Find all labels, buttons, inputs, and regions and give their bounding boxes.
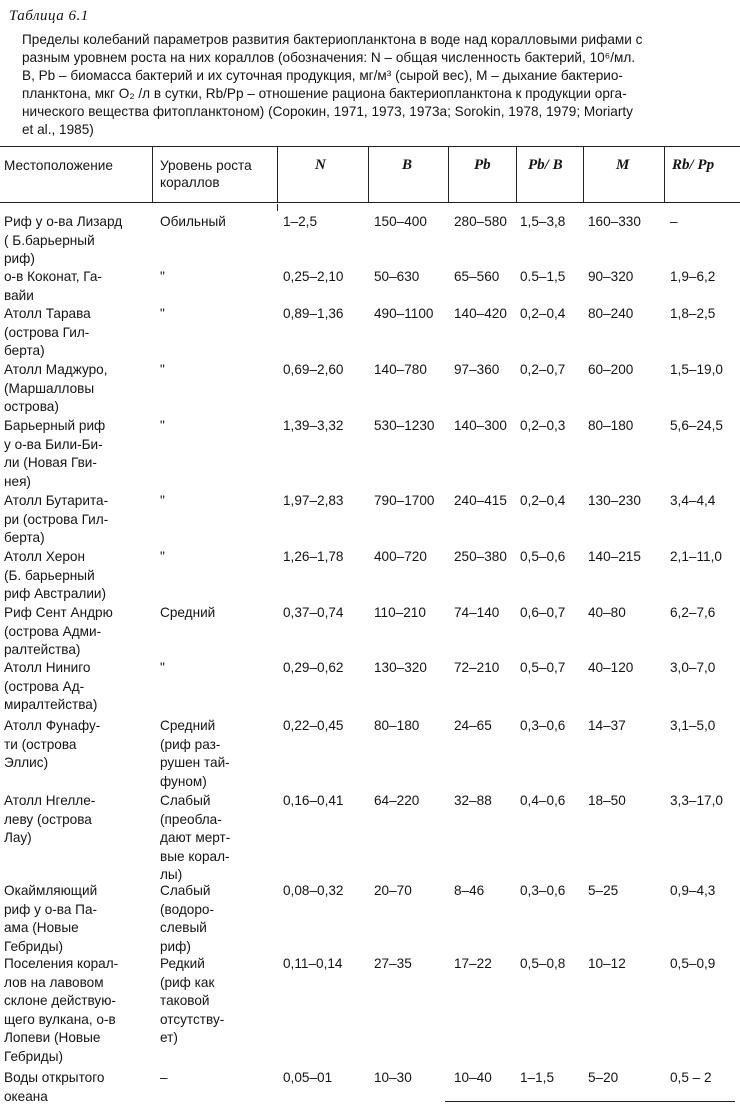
column-divider	[277, 146, 278, 203]
cell-b: 20–70	[374, 883, 412, 898]
cell-location-line: Эллис)	[4, 755, 49, 770]
cell-growth-level-line: рушен тай-	[160, 755, 230, 770]
cell-location-line: Риф Сент Андрю	[4, 605, 113, 620]
cell-location	[4, 548, 106, 604]
cell-growth-level-line: Средний	[160, 605, 216, 620]
cell-growth-level-line: лы)	[160, 867, 183, 882]
cell-n: 0,11–0,14	[283, 956, 343, 971]
cell-rb-pp: 3,1–5,0	[670, 718, 716, 733]
cell-m: 140–215	[588, 549, 641, 564]
header-growth-line: Уровень роста	[160, 158, 252, 173]
table-row	[0, 955, 740, 1064]
cell-pb: 240–415	[454, 493, 507, 508]
column-divider	[368, 146, 369, 203]
cell-location-line: Риф у о-ва Лизард	[4, 214, 123, 229]
cell-growth-level-line: ет)	[160, 1030, 178, 1045]
header-pb-b: Pb/ B	[528, 157, 563, 173]
cell-rb-pp: –	[670, 214, 678, 229]
cell-pb-b: 0.5–1,5	[520, 269, 566, 284]
cell-pb: 8–46	[454, 883, 485, 898]
cell-growth-level-line: вые корал-	[160, 848, 230, 864]
cell-growth-level	[160, 361, 165, 380]
cell-location-line: (острова Ад-	[4, 678, 85, 694]
table-row	[0, 792, 740, 882]
cell-pb-b: 0,2–0,3	[520, 418, 566, 433]
cell-m: 40–120	[588, 660, 634, 675]
cell-m: 80–240	[588, 306, 634, 321]
cell-m: 40–80	[588, 605, 626, 620]
cell-rb-pp: 1,9–6,2	[670, 269, 716, 284]
cell-location	[4, 361, 108, 417]
cell-growth-level-line: (риф раз-	[160, 736, 221, 752]
cell-location-line: Барьерный риф	[4, 418, 106, 433]
cell-location-line: Воды открытого	[4, 1070, 105, 1085]
header-bottom-rule	[0, 202, 740, 203]
cell-location-line: Атолл Нгелле-	[4, 793, 96, 808]
cell-b: 80–180	[374, 718, 420, 733]
cell-growth-level	[160, 268, 165, 287]
cell-growth-level	[160, 882, 214, 956]
cell-pb-b: 0,3–0,6	[520, 718, 566, 733]
cell-location-line: Гебриды)	[4, 938, 64, 954]
cell-pb-b: 1–1,5	[520, 1070, 555, 1085]
cell-growth-level-line: "	[160, 493, 165, 508]
cell-m: 10–12	[588, 956, 626, 971]
header-location: Местоположение	[4, 158, 113, 173]
cell-location	[4, 213, 122, 269]
cell-growth-level	[160, 213, 226, 232]
cell-pb: 32–88	[454, 793, 492, 808]
cell-pb-b: 1,5–3,8	[520, 214, 566, 229]
cell-rb-pp: 5,6–24,5	[670, 418, 723, 433]
caption-line: et al., 1985)	[22, 122, 94, 137]
cell-growth-level-line: дают мерт-	[160, 830, 231, 845]
cell-location-line: ( Б.барьерный	[4, 232, 95, 248]
cell-pb-b: 0,5–0,7	[520, 660, 566, 675]
cell-growth-level-line: "	[160, 660, 165, 675]
cell-location-line: ти (острова	[4, 736, 77, 752]
cell-pb-b: 0,4–0,6	[520, 793, 566, 808]
cell-b: 110–210	[374, 605, 426, 620]
cell-location	[4, 492, 108, 548]
cell-b: 400–720	[374, 549, 427, 564]
cell-growth-level	[160, 955, 224, 1048]
header-top-rule	[0, 146, 740, 147]
cell-pb-b: 0,2–0,4	[520, 493, 566, 508]
cell-pb: 280–580	[454, 214, 507, 229]
table-row	[0, 492, 740, 545]
table-row	[0, 882, 740, 954]
column-divider	[448, 146, 449, 203]
cell-b: 50–630	[374, 269, 420, 284]
cell-m: 18–50	[588, 793, 626, 808]
cell-rb-pp: 3,0–7,0	[670, 660, 716, 675]
cell-pb: 10–40	[454, 1070, 492, 1085]
cell-n: 0,69–2,60	[283, 362, 344, 377]
cell-location-line: у о-ва Били-Би-	[4, 436, 103, 452]
cell-location-line: Атолл Херон	[4, 549, 85, 564]
cell-location-line: ама (Новые	[4, 920, 79, 935]
cell-m: 60–200	[588, 362, 634, 377]
cell-n: 0,89–1,36	[283, 306, 344, 321]
cell-growth-level-line: "	[160, 269, 165, 284]
cell-n: 1,26–1,78	[283, 549, 344, 564]
column-divider	[664, 146, 665, 203]
cell-growth-level	[160, 792, 230, 885]
cell-location-line: леву (острова	[4, 811, 92, 827]
cell-m: 80–180	[588, 418, 634, 433]
cell-location-line: нея)	[4, 473, 31, 489]
cell-location-line: Поселения корал-	[4, 956, 119, 971]
cell-b: 530–1230	[374, 418, 435, 433]
table-row	[0, 548, 740, 601]
cell-n: 0,22–0,45	[283, 718, 344, 733]
cell-growth-level-line: "	[160, 306, 165, 321]
cell-growth-level	[160, 1069, 168, 1088]
cell-rb-pp: 3,4–4,4	[670, 493, 716, 508]
cell-growth-level-line: слевый	[160, 920, 207, 935]
cell-pb-b: 0,5–0,6	[520, 549, 566, 564]
cell-rb-pp: 2,1–11,0	[670, 549, 722, 564]
cell-m: 14–37	[588, 718, 626, 733]
cell-b: 27–35	[374, 956, 412, 971]
cell-m: 130–230	[588, 493, 641, 508]
caption-line: разным уровнем роста на них кораллов (обозначения: N – общая численность бактерий, 10⁶/мл.	[22, 50, 636, 65]
table-row	[0, 717, 740, 789]
cell-location-line: (острова Гил-	[4, 324, 90, 340]
cell-location-line: (острова Адми-	[4, 623, 102, 639]
table-row	[0, 604, 740, 657]
table-row	[0, 213, 740, 266]
cell-location	[4, 717, 100, 773]
column-divider	[152, 146, 153, 203]
cell-location-line: миралтейства)	[4, 697, 98, 712]
header-m: M	[616, 157, 630, 173]
cell-location-line: берта)	[4, 343, 45, 358]
cell-rb-pp: 0,5–0,9	[670, 956, 716, 971]
cell-location-line: склоне действую-	[4, 993, 116, 1008]
cell-location-line: ри (острова Гил-	[4, 511, 109, 527]
cell-growth-level-line: Слабый	[160, 793, 211, 808]
cell-location-line: Атолл Фунафу-	[4, 718, 101, 733]
cell-growth-level-line: Слабый	[160, 883, 211, 898]
cell-rb-pp: 1,5–19,0	[670, 362, 723, 377]
table-row	[0, 305, 740, 358]
cell-pb: 97–360	[454, 362, 500, 377]
cell-growth-level-line: фуном)	[160, 773, 207, 789]
table-row	[0, 659, 740, 712]
cell-growth-level-line: риф)	[160, 938, 191, 954]
cell-m: 160–330	[588, 214, 641, 229]
cell-location	[4, 1069, 104, 1106]
cell-b: 130–320	[374, 660, 427, 675]
cell-location-line: Лопеви (Новые	[4, 1030, 101, 1045]
cell-pb-b: 0,6–0,7	[520, 605, 566, 620]
cell-location-line: Окаймляющий	[4, 883, 98, 898]
cell-location	[4, 268, 102, 305]
cell-location-line: (Маршалловы	[4, 380, 95, 396]
cell-b: 140–780	[374, 362, 427, 377]
cell-pb-b: 0,2–0,4	[520, 306, 566, 321]
cell-pb: 250–380	[454, 549, 507, 564]
cell-pb: 17–22	[454, 956, 492, 971]
cell-location-line: риф Австралии)	[4, 586, 107, 601]
cell-location-line: Гебриды)	[4, 1048, 64, 1064]
cell-n: 1–2,5	[283, 214, 318, 229]
cell-pb-b: 0,2–0,7	[520, 362, 566, 377]
cell-pb-b: 0,3–0,6	[520, 883, 566, 898]
caption-line: B, Pb – биомасса бактерий и их суточная продукция, мг/м³ (сырой вес), M – дыхание бактерио-	[22, 68, 623, 83]
cell-m: 5–20	[588, 1070, 619, 1085]
caption-line: Пределы колебаний параметров развития бактериопланктона в воде над коралловыми рифами с	[22, 32, 643, 47]
cell-rb-pp: 3,3–17,0	[670, 793, 723, 808]
cell-pb: 74–140	[454, 605, 500, 620]
cell-b: 490–1100	[374, 306, 434, 321]
cell-growth-level	[160, 604, 215, 623]
cell-location-line: Атолл Ниниго	[4, 660, 91, 675]
cell-location-line: щего вулкана, о-в	[4, 1011, 116, 1027]
cell-b: 150–400	[374, 214, 427, 229]
cell-growth-level	[160, 417, 165, 436]
cell-location-line: берта)	[4, 530, 45, 545]
table-row	[0, 417, 740, 489]
cell-b: 64–220	[374, 793, 420, 808]
cell-location-line: Атолл Тарава	[4, 306, 91, 321]
cell-n: 1,39–3,32	[283, 418, 344, 433]
cell-location-line: лов на лавовом	[4, 974, 104, 990]
cell-growth-level-line: отсутству-	[160, 1011, 225, 1027]
table-row	[0, 1069, 740, 1104]
column-divider	[516, 146, 517, 203]
header-growth-level	[160, 157, 252, 191]
cell-pb: 65–560	[454, 269, 500, 284]
cell-growth-level	[160, 548, 165, 567]
cell-location-line: ралтейства)	[4, 642, 81, 657]
cell-location	[4, 792, 95, 848]
table-row	[0, 268, 740, 303]
cell-growth-level-line: таковой	[160, 993, 210, 1008]
cell-growth-level-line: Обильный	[160, 214, 226, 229]
cell-n: 0,37–0,74	[283, 605, 344, 620]
header-growth-line: кораллов	[160, 175, 220, 190]
cell-growth-level	[160, 305, 165, 324]
cell-growth-level-line: "	[160, 549, 165, 564]
cell-location	[4, 955, 118, 1066]
cell-b: 790–1700	[374, 493, 435, 508]
column-tick	[277, 204, 278, 211]
cell-n: 1,97–2,83	[283, 493, 344, 508]
cell-m: 90–320	[588, 269, 634, 284]
cell-location-line: риф)	[4, 251, 35, 266]
cell-pb: 72–210	[454, 660, 500, 675]
cell-location-line: Атолл Бутарита-	[4, 493, 109, 508]
cell-growth-level-line: "	[160, 418, 165, 433]
cell-rb-pp: 1,8–2,5	[670, 306, 716, 321]
header-n: N	[315, 157, 326, 173]
cell-location	[4, 659, 97, 715]
caption-line: планктона, мкг O₂ /л в сутки, Rb/Pp – отношение рациона бактериопланктона к продукции орга-	[22, 86, 627, 101]
cell-location-line: риф у о-ва Па-	[4, 901, 98, 917]
cell-growth-level-line: (риф как	[160, 974, 215, 990]
header-pb: Pb	[474, 157, 491, 173]
cell-location	[4, 882, 97, 956]
cell-growth-level	[160, 492, 165, 511]
table-row	[0, 361, 740, 414]
cell-rb-pp: 0,9–4,3	[670, 883, 716, 898]
cell-location-line: вайи	[4, 287, 34, 303]
table-label: Таблица 6.1	[9, 8, 89, 24]
cell-n: 0,29–0,62	[283, 660, 344, 675]
header-b: B	[402, 157, 413, 173]
cell-location-line: о-в Коконат, Га-	[4, 269, 102, 284]
cell-n: 0,16–0,41	[283, 793, 344, 808]
header-rb-pp: Rb/ Pp	[672, 157, 715, 173]
cell-location-line: Лау)	[4, 830, 32, 845]
cell-n: 0,08–0,32	[283, 883, 344, 898]
cell-location-line: (Б. барьерный	[4, 567, 95, 583]
caption-line: нического вещества фитопланктоном) (Сорокин, 1971, 1973, 1973а; Sorokin, 1978, 1979; Moriarty	[22, 104, 633, 119]
column-divider	[583, 146, 584, 203]
cell-growth-level	[160, 659, 165, 678]
cell-growth-level-line: "	[160, 362, 165, 377]
cell-growth-level	[160, 717, 230, 791]
cell-pb: 140–420	[454, 306, 507, 321]
table-bottom-rule	[445, 1101, 735, 1102]
cell-pb: 140–300	[454, 418, 507, 433]
cell-b: 10–30	[374, 1070, 412, 1085]
cell-location	[4, 305, 91, 361]
cell-location-line: ли (Новая Гви-	[4, 455, 97, 470]
cell-rb-pp: 0,5 – 2	[670, 1070, 712, 1085]
cell-growth-level-line: Редкий	[160, 956, 205, 971]
cell-growth-level-line: (преобла-	[160, 811, 222, 827]
cell-location	[4, 604, 113, 660]
cell-rb-pp: 6,2–7,6	[670, 605, 716, 620]
cell-location	[4, 417, 105, 491]
cell-growth-level-line: –	[160, 1070, 168, 1085]
cell-n: 0,25–2,10	[283, 269, 344, 284]
cell-pb: 24–65	[454, 718, 492, 733]
cell-m: 5–25	[588, 883, 619, 898]
table-caption	[22, 31, 728, 139]
cell-growth-level-line: Средний	[160, 718, 216, 733]
cell-location-line: океана	[4, 1088, 48, 1104]
cell-location-line: Атолл Маджуро,	[4, 362, 108, 377]
cell-n: 0,05–01	[283, 1070, 333, 1085]
cell-pb-b: 0,5–0,8	[520, 956, 566, 971]
cell-growth-level-line: (водоро-	[160, 901, 214, 917]
cell-location-line: острова)	[4, 399, 59, 414]
